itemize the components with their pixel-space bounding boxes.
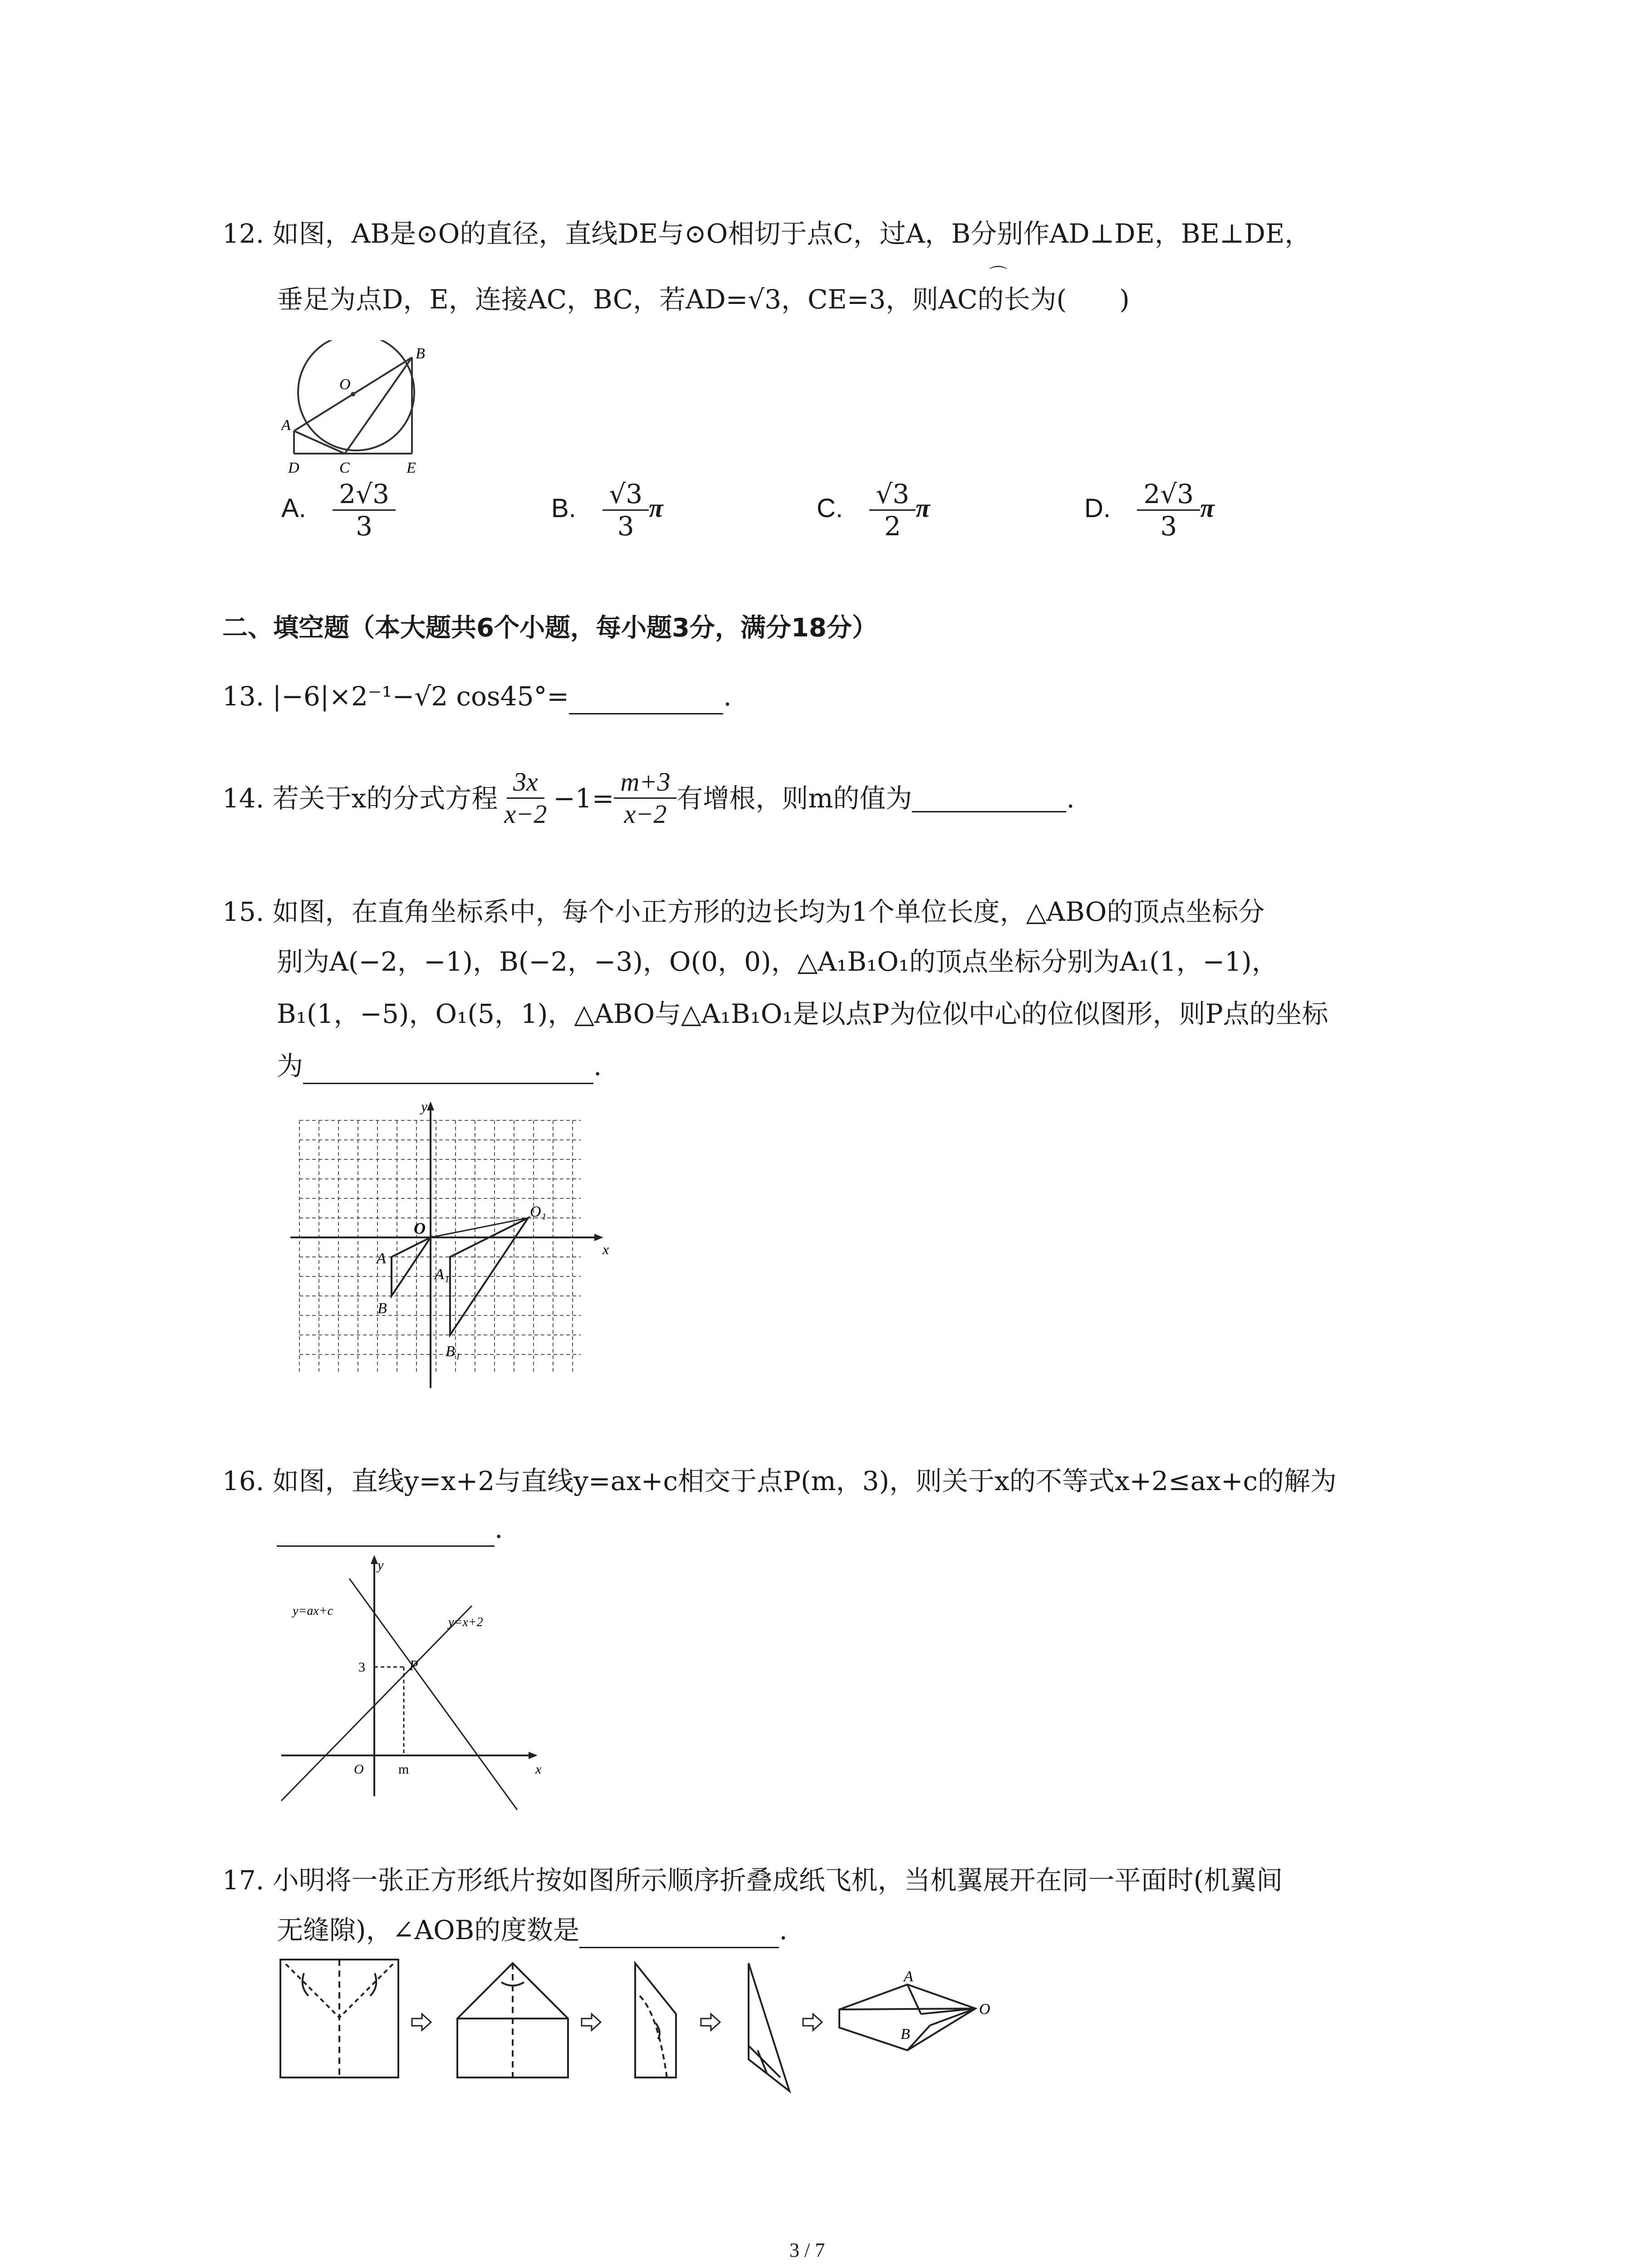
frac-num: √3	[603, 479, 649, 511]
answer-blank[interactable]	[303, 1056, 593, 1084]
frac-den: 3	[617, 511, 634, 542]
q15-line2: 别为A(−2，−1)，B(−2，−3)，O(0，0)，△A₁B₁O₁的顶点坐标分别为A₁(1，−1)，	[277, 946, 1278, 977]
frac-num: m+3	[614, 767, 676, 799]
q16-end: .	[495, 1513, 503, 1544]
frac-suffix: π	[916, 493, 930, 523]
label-3: 3	[358, 1660, 365, 1675]
q17-line1: 17. 小明将一张正方形纸片按如图所示顺序折叠成纸飞机，当机翼展开在同一平面时(机翼间	[222, 1865, 1283, 1896]
label-D: D	[288, 459, 299, 476]
label-B: B	[416, 345, 425, 362]
arc-mark: ⌒	[989, 265, 1007, 286]
q15-prefix: 为	[277, 1051, 304, 1081]
label-B1: B₁	[446, 1343, 460, 1360]
frac-den: 2	[884, 511, 901, 542]
label-m: m	[398, 1762, 409, 1777]
label-A: A	[281, 417, 291, 434]
q15-grid-figure	[290, 1098, 617, 1415]
axis-y: y	[377, 1558, 384, 1573]
option-c[interactable]	[817, 479, 930, 542]
answer-blank[interactable]	[277, 1518, 495, 1547]
option-b[interactable]	[551, 479, 663, 542]
label-O: O	[339, 376, 351, 393]
label-E: E	[407, 459, 416, 476]
section-heading: 二、填空题（本大题共6个小题，每小题3分，满分18分）	[222, 613, 877, 643]
option-label: C.	[817, 493, 843, 523]
q15-end: .	[593, 1051, 602, 1081]
option-label: D.	[1084, 493, 1111, 523]
arrow-right-icon	[412, 2014, 431, 2030]
axis-y: y	[421, 1098, 428, 1114]
label-A: A	[904, 1968, 913, 1985]
answer-blank[interactable]	[912, 784, 1066, 812]
frac-den: x−2	[504, 799, 547, 829]
arrow-right-icon	[803, 2014, 822, 2030]
q12-figure	[281, 340, 472, 481]
frac-num: 3x	[507, 767, 544, 799]
q14-pre: 14. 若关于x的分式方程	[222, 782, 498, 814]
label-O: O	[414, 1219, 426, 1237]
frac-suffix: π	[649, 493, 663, 523]
arrow-right-icon	[701, 2014, 720, 2030]
axis-x: x	[603, 1241, 609, 1257]
q14	[222, 767, 1075, 830]
option-label: A.	[281, 493, 306, 523]
q17-end: .	[779, 1915, 788, 1945]
q17-figure	[277, 1955, 1012, 2105]
frac-den: 3	[356, 511, 373, 542]
label-B: B	[901, 2026, 910, 2043]
label-line-x2: y=x+2	[448, 1615, 483, 1629]
label-C: C	[339, 459, 350, 476]
label-O: O	[354, 1762, 364, 1777]
answer-blank[interactable]	[569, 686, 723, 714]
q15-line1: 15. 如图，在直角坐标系中，每个小正方形的边长均为1个单位长度，△ABO的顶点坐标分	[222, 896, 1265, 927]
axis-x: x	[535, 1762, 542, 1777]
frac-num: 2√3	[333, 479, 396, 511]
label-line-axc: y=ax+c	[293, 1604, 333, 1618]
q13	[222, 678, 732, 714]
frac-den: 3	[1160, 511, 1177, 542]
frac-den: x−2	[624, 799, 667, 829]
label-O1: O₁	[530, 1203, 547, 1220]
frac-suffix: π	[1200, 493, 1215, 523]
label-A: A	[377, 1250, 386, 1267]
option-a[interactable]	[281, 479, 396, 542]
answer-blank[interactable]	[579, 1920, 779, 1948]
label-B: B	[377, 1300, 387, 1317]
q12-line1: 12. 如图，AB是⊙O的直径，直线DE与⊙O相切于点C，过A，B分别作AD⊥DE，BE⊥DE，	[222, 218, 1311, 249]
frac-num: 2√3	[1137, 479, 1200, 511]
label-P: P	[409, 1657, 418, 1673]
q14-end: .	[1066, 782, 1075, 814]
q16-figure	[272, 1551, 544, 1814]
q14-mid: −1=	[553, 782, 614, 814]
q16-line1: 16. 如图，直线y=x+2与直线y=ax+c相交于点P(m，3)，则关于x的不等式x+2≤ax+c的解为	[222, 1466, 1337, 1496]
q17-prefix: 无缝隙)，∠AOB的度数是	[277, 1915, 580, 1945]
q15-line4	[277, 1048, 602, 1084]
label-A1: A₁	[435, 1266, 450, 1283]
option-label: B.	[551, 493, 576, 523]
arrow-right-icon	[582, 2014, 601, 2030]
option-d[interactable]	[1084, 479, 1215, 542]
page-number: 3 / 7	[789, 2239, 825, 2261]
q13-text: 13. |−6|×2⁻¹−√2 cos45°=	[222, 681, 569, 712]
label-O: O	[979, 2001, 990, 2018]
q12-line2: 垂足为点D，E，连接AC，BC，若AD=√3，CE=3，则AC的长为( )	[277, 284, 1130, 315]
q16-line2	[277, 1510, 503, 1547]
q14-post: 有增根，则m的值为	[676, 782, 912, 814]
q13-end: .	[723, 681, 732, 712]
q17-line2	[277, 1912, 788, 1948]
frac-num: √3	[869, 479, 916, 511]
q15-line3: B₁(1，−5)，O₁(5，1)，△ABO与△A₁B₁O₁是以点P为位似中心的位似图形，则P点的坐标	[277, 998, 1328, 1029]
